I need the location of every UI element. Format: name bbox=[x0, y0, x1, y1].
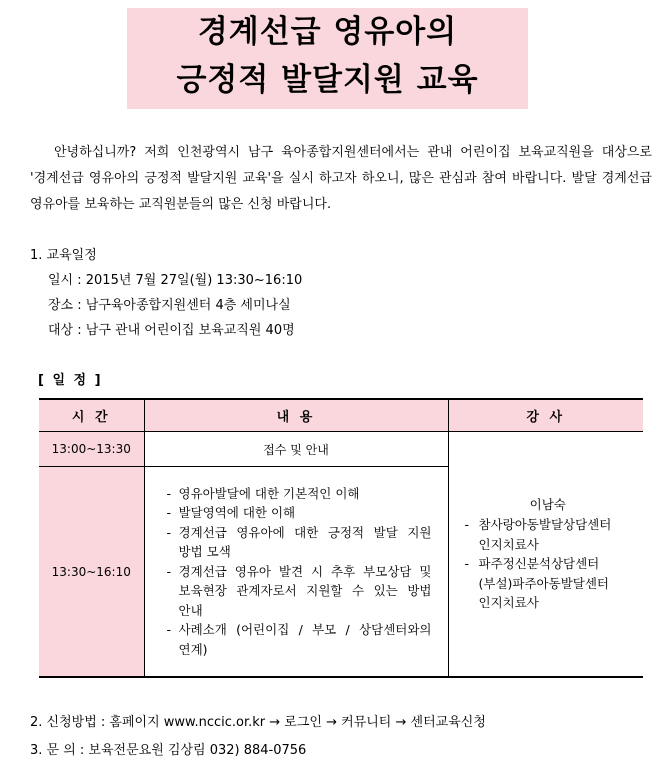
row2-content bbox=[144, 467, 448, 678]
content-list bbox=[145, 484, 448, 660]
title-line-2: 긍정적 발달지원 교육 bbox=[176, 62, 479, 98]
list-item: - 경계선급 영유아 발견 시 추후 부모상담 및 보육현장 관계자로서 지원할 수 있는 방법 안내 bbox=[167, 562, 432, 621]
lecturer-role: - 참사랑아동발달상담센터 인지치료사 bbox=[463, 515, 634, 554]
lecturer-name: 이남숙 bbox=[529, 497, 566, 513]
schedule-date: 일시 : 2015년 7월 27일(월) 13:30~16:10 bbox=[48, 273, 303, 288]
list-item: - 사례소개 (어린이집 / 부모 / 상담센터와의 연계) bbox=[167, 620, 432, 659]
schedule-target: 대상 : 남구 관내 어린이집 보육교직원 40명 bbox=[48, 323, 295, 338]
header-lecturer: 강 사 bbox=[448, 399, 643, 432]
schedule-place: 장소 : 남구육아종합지원센터 4층 세미나실 bbox=[48, 298, 291, 313]
row1-content: 접수 및 안내 bbox=[144, 432, 448, 467]
schedule-table bbox=[39, 398, 643, 678]
lecturer-cell bbox=[448, 432, 643, 678]
lecturer-roles bbox=[463, 515, 634, 613]
list-item: - 발달영역에 대한 이해 bbox=[167, 503, 432, 523]
header-time: 시 간 bbox=[39, 399, 144, 432]
section2-apply-method: 2. 신청방법 : 홈페이지 www.nccic.or.kr → 로그인 → 커뮤니티 → 센터교육신청 bbox=[30, 715, 486, 730]
table-row bbox=[39, 432, 643, 467]
schedule-label: [ 일 정 ] bbox=[38, 373, 103, 388]
intro-paragraph bbox=[30, 140, 652, 218]
row2-time: 13:30~16:10 bbox=[39, 467, 144, 678]
intro-text: 안녕하십니까? 저희 인천광역시 남구 육아종합지원센터에서는 관내 어린이집 보육교직원을 대상으로 '경계선급 영유아의 긍정적 발달지원 교육'을 실시 하고자 하오니, 많은 관심과 참여 바랍니다. 발달 경계선급 영유아를 보육하는 교직원분들의 많은 신청 바랍니다. bbox=[30, 145, 652, 212]
lecturer-role: - 파주정신분석상담센터(부설)파주아동발달센터 인지치료사 bbox=[463, 554, 634, 613]
table-header-row bbox=[39, 399, 643, 432]
list-item: - 영유아발달에 대한 기본적인 이해 bbox=[167, 484, 432, 504]
section1-heading: 1. 교육일정 bbox=[30, 248, 97, 263]
row1-time: 13:00~13:30 bbox=[39, 432, 144, 467]
title-line-1: 경계선급 영유아의 bbox=[197, 14, 458, 50]
list-item: - 경계선급 영유아에 대한 긍정적 발달 지원 방법 모색 bbox=[167, 523, 432, 562]
header-content: 내 용 bbox=[144, 399, 448, 432]
title-banner bbox=[127, 8, 528, 109]
section3-contact: 3. 문 의 : 보육전문요원 김상림 032) 884-0756 bbox=[30, 743, 307, 758]
